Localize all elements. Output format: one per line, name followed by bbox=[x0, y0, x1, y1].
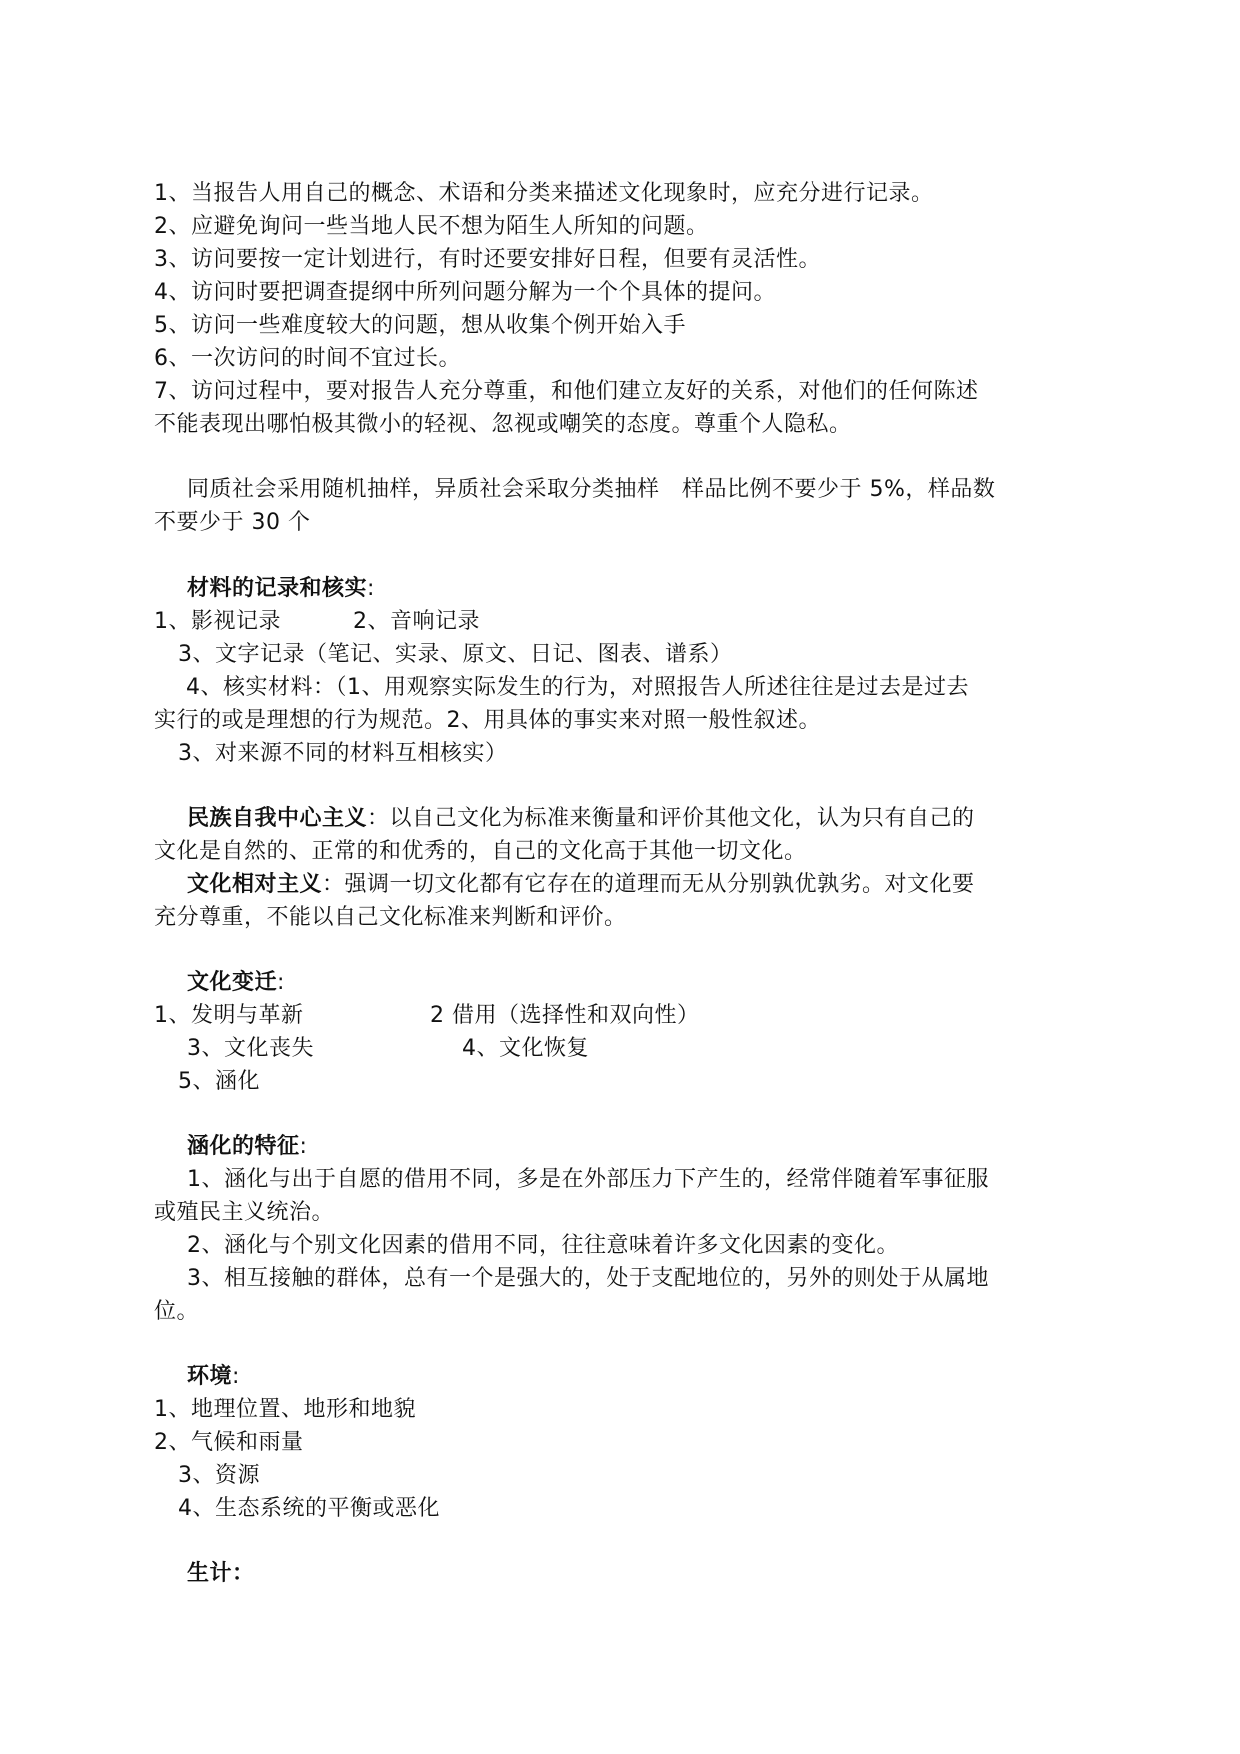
environment-heading: 环境 bbox=[187, 1364, 233, 1389]
records-item-2: 2、音响记录 bbox=[353, 609, 480, 634]
relativism-line-1 bbox=[187, 869, 975, 901]
records-item-4-line-2: 实行的或是理想的行为规范。2、用具体的事实来对照一般性叙述。 bbox=[154, 708, 821, 733]
acculturation-line-3: 2、涵化与个别文化因素的借用不同，往往意味着许多文化因素的变化。 bbox=[187, 1233, 899, 1258]
ethnocentrism-term: 民族自我中心主义 bbox=[187, 806, 368, 831]
environment-item-1: 1、地理位置、地形和地貌 bbox=[154, 1397, 416, 1422]
records-item-4-line-3: 3、对来源不同的材料互相核实） bbox=[178, 741, 508, 766]
acculturation-line-4: 3、相互接触的群体，总有一个是强大的，处于支配地位的，另外的则处于从属地 bbox=[187, 1266, 989, 1291]
relativism-line-2: 充分尊重，不能以自己文化标准来判断和评价。 bbox=[154, 905, 627, 930]
change-item-5: 5、涵化 bbox=[178, 1069, 260, 1094]
relativism-definition: ：强调一切文化都有它存在的道理而无从分别孰优孰劣。对文化要 bbox=[322, 872, 975, 897]
environment-heading-colon: : bbox=[232, 1364, 240, 1389]
ethnocentrism-line-2: 文化是自然的、正常的和优秀的，自己的文化高于其他一切文化。 bbox=[154, 839, 807, 864]
acculturation-line-5: 位。 bbox=[154, 1299, 200, 1324]
relativism-term: 文化相对主义 bbox=[187, 872, 323, 897]
change-item-2: 2 借用（选择性和双向性） bbox=[430, 1003, 700, 1028]
change-heading: 文化变迁 bbox=[187, 970, 278, 995]
acculturation-line-1: 1、涵化与出于自愿的借用不同，多是在外部压力下产生的，经常伴随着军事征服 bbox=[187, 1167, 989, 1192]
rule-1: 1、当报告人用自己的概念、术语和分类来描述文化现象时，应充分进行记录。 bbox=[154, 181, 934, 206]
sampling-line-1: 同质社会采用随机抽样，异质社会采取分类抽样 样品比例不要少于 5%，样品数 bbox=[187, 477, 996, 502]
change-item-4: 4、文化恢复 bbox=[462, 1036, 589, 1061]
change-item-3: 3、文化丧失 bbox=[187, 1036, 314, 1061]
rule-4: 4、访问时要把调查提纲中所列问题分解为一个个具体的提问。 bbox=[154, 280, 776, 305]
environment-item-3: 3、资源 bbox=[178, 1463, 260, 1488]
rule-7-line-1: 7、访问过程中，要对报告人充分尊重，和他们建立友好的关系，对他们的任何陈述 bbox=[154, 379, 979, 404]
acculturation-line-2: 或殖民主义统治。 bbox=[154, 1200, 335, 1225]
rule-6: 6、一次访问的时间不宜过长。 bbox=[154, 346, 461, 371]
environment-heading-line bbox=[187, 1361, 240, 1393]
acculturation-heading-line bbox=[187, 1131, 307, 1163]
ethnocentrism-line-1 bbox=[187, 803, 975, 835]
records-item-3: 3、文字记录（笔记、实录、原文、日记、图表、谱系） bbox=[178, 642, 733, 667]
change-item-1: 1、发明与革新 bbox=[154, 1003, 304, 1028]
rule-2: 2、应避免询问一些当地人民不想为陌生人所知的问题。 bbox=[154, 214, 709, 239]
acculturation-heading: 涵化的特征 bbox=[187, 1134, 300, 1159]
sampling-line-2: 不要少于 30 个 bbox=[154, 510, 311, 535]
environment-item-2: 2、气候和雨量 bbox=[154, 1430, 304, 1455]
ethnocentrism-definition: ：以自己文化为标准来衡量和评价其他文化，认为只有自己的 bbox=[367, 806, 975, 831]
change-heading-line bbox=[187, 967, 285, 999]
change-heading-colon: : bbox=[277, 970, 285, 995]
rule-5: 5、访问一些难度较大的问题，想从收集个例开始入手 bbox=[154, 313, 686, 338]
acculturation-heading-colon: : bbox=[299, 1134, 308, 1159]
records-item-1: 1、影视记录 bbox=[154, 609, 281, 634]
records-item-4-line-1: 4、核实材料：（1、用观察实际发生的行为，对照报告人所述往往是过去是过去 bbox=[186, 675, 969, 700]
records-heading-colon: : bbox=[367, 576, 375, 601]
rule-7-line-2: 不能表现出哪怕极其微小的轻视、忽视或嘲笑的态度。尊重个人隐私。 bbox=[154, 412, 852, 437]
environment-item-4: 4、生态系统的平衡或恶化 bbox=[178, 1496, 440, 1521]
records-heading-line bbox=[187, 573, 375, 605]
rule-3: 3、访问要按一定计划进行，有时还要安排好日程，但要有灵活性。 bbox=[154, 247, 821, 272]
records-heading: 材料的记录和核实 bbox=[187, 576, 368, 601]
livelihood-heading: 生计： bbox=[187, 1561, 255, 1586]
